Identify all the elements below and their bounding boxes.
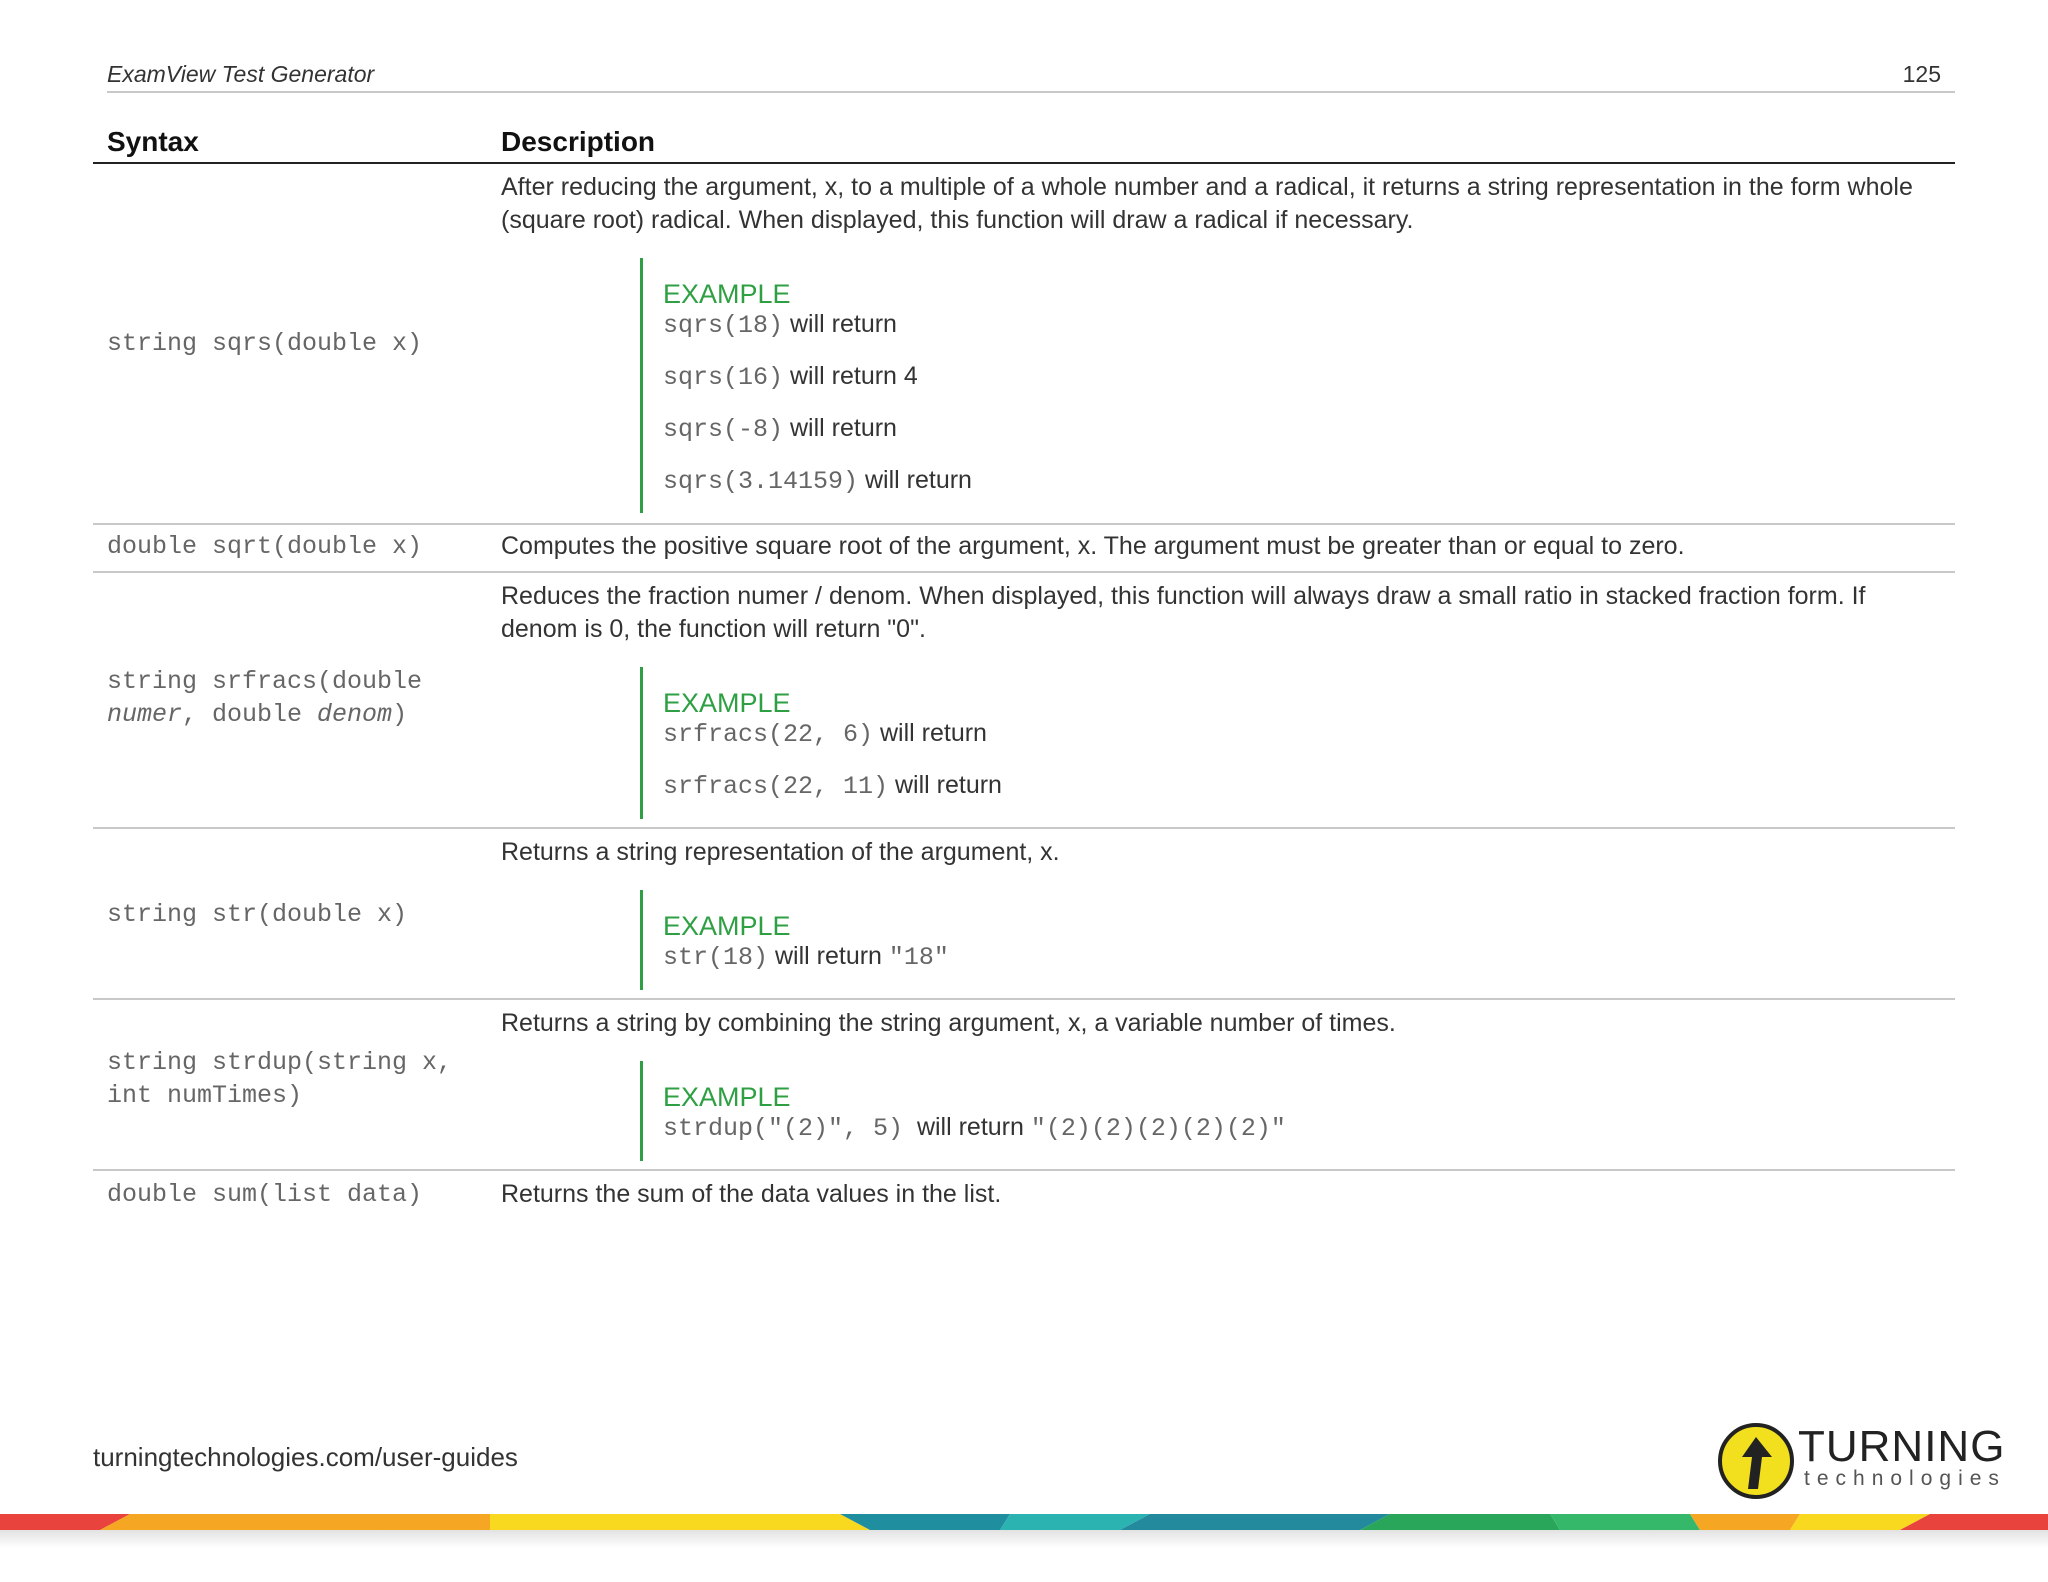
example-block-srfracs xyxy=(640,667,1002,819)
column-header-description: Description xyxy=(501,126,656,157)
document-title: ExamView Test Generator xyxy=(107,61,375,87)
example-line: sqrs(-8) will return xyxy=(663,414,897,444)
example-line: sqrs(3.14159) will return xyxy=(663,466,972,496)
example-line: sqrs(18) will return xyxy=(663,310,897,340)
table-row-sqrt xyxy=(93,525,1955,573)
footer-link[interactable]: turningtechnologies.com/user-guides xyxy=(93,1442,518,1472)
turning-technologies-logo xyxy=(1718,1423,2004,1503)
example-line: srfracs(22, 11) will return xyxy=(663,771,1002,801)
description-str: Returns a string representation of the argument, x. xyxy=(501,838,1060,866)
description-sum: Returns the sum of the data values in the list. xyxy=(501,1180,1002,1208)
example-block-str xyxy=(640,890,949,990)
syntax-str: string str(double x) xyxy=(107,900,408,929)
logo-wordmark: TURNING xyxy=(1798,1422,2006,1471)
logo-subtitle: technologies xyxy=(1804,1467,2006,1490)
example-line: strdup("(2)", 5) will return "(2)(2)(2)(2)(2)" xyxy=(663,1113,1286,1143)
example-label: EXAMPLE xyxy=(663,688,791,718)
band-shadow xyxy=(0,1530,2048,1548)
example-label: EXAMPLE xyxy=(663,279,791,309)
table-row-str xyxy=(93,829,1955,1000)
example-label: EXAMPLE xyxy=(663,911,791,941)
table-row-sqrs xyxy=(93,164,1955,525)
example-line: srfracs(22, 6) will return xyxy=(663,719,987,749)
description-strdup: Returns a string by combining the string argument, x, a variable number of times. xyxy=(501,1009,1396,1037)
syntax-strdup: string strdup(string x, int numTimes) xyxy=(107,1048,453,1110)
example-block-strdup xyxy=(640,1061,1286,1161)
example-line: sqrs(16) will return 4 xyxy=(663,362,918,392)
up-arrow-icon xyxy=(1736,1435,1776,1491)
syntax-sqrs: string sqrs(double x) xyxy=(107,329,423,358)
example-block-sqrs xyxy=(640,258,972,513)
syntax-srfracs: string srfracs(double numer, double denom) xyxy=(107,667,423,729)
syntax-sqrt: double sqrt(double x) xyxy=(107,532,423,561)
description-sqrt: Computes the positive square root of the argument, x. The argument must be greater than or equal to zero. xyxy=(501,532,1685,560)
running-header xyxy=(107,57,1955,93)
description-srfracs: Reduces the fraction numer / denom. When displayed, this function will always draw a small ratio in stacked fraction form. If denom is 0, the function will return "0". xyxy=(501,582,1866,643)
page-number: 125 xyxy=(1902,61,1941,87)
syntax-sum: double sum(list data) xyxy=(107,1180,423,1209)
table-row-srfracs xyxy=(93,573,1955,829)
description-sqrs: After reducing the argument, x, to a multiple of a whole number and a radical, it returns a string representation in the form whole (square root) radical. When displayed, this function will draw a radical if necessary. xyxy=(501,173,1913,234)
table-header xyxy=(93,118,1955,164)
table-row-strdup xyxy=(93,1000,1955,1171)
decorative-color-band xyxy=(0,1514,2048,1530)
example-line: str(18) will return "18" xyxy=(663,942,949,972)
table-row-sum xyxy=(93,1171,1955,1217)
example-label: EXAMPLE xyxy=(663,1082,791,1112)
column-header-syntax: Syntax xyxy=(107,126,199,157)
